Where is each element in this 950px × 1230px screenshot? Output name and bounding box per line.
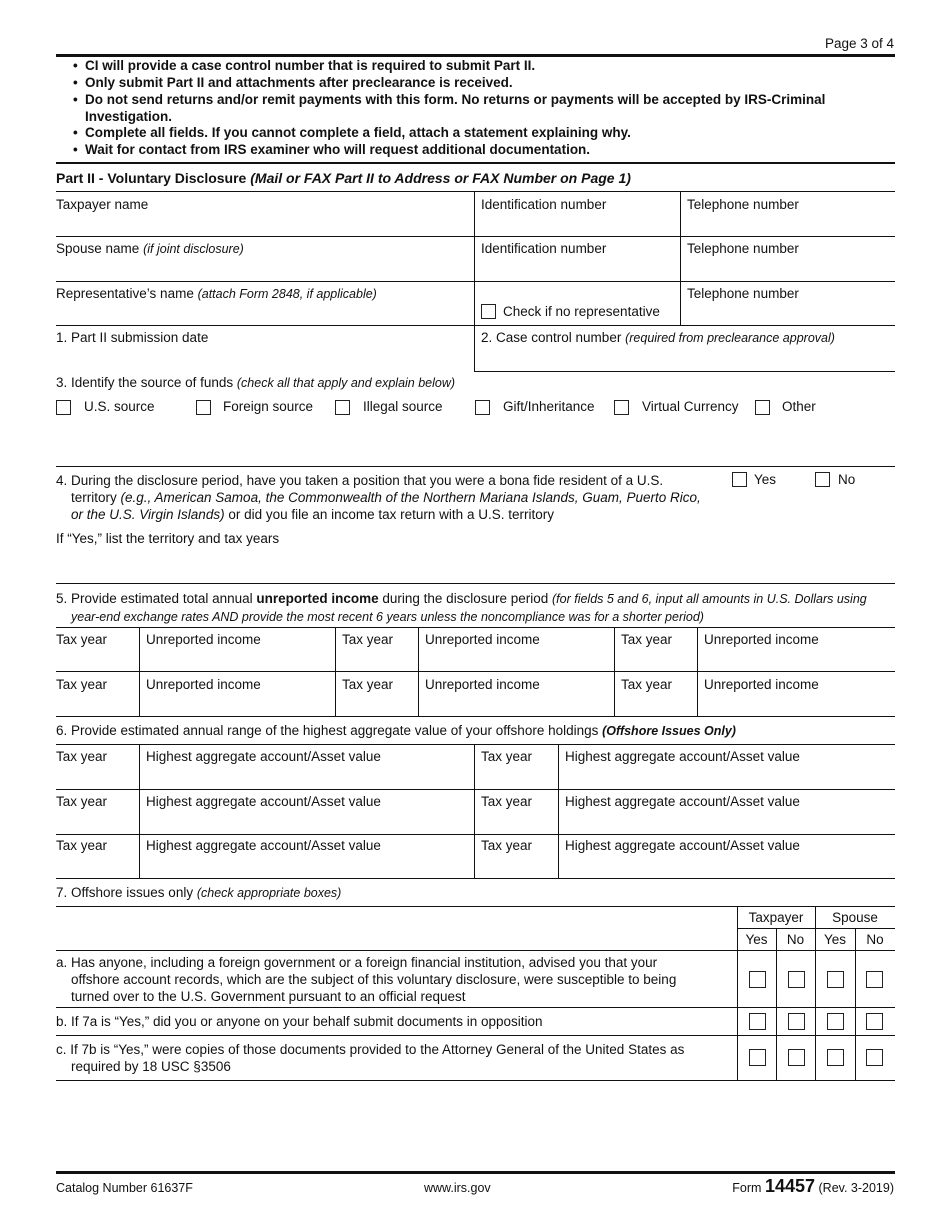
grid-line: [56, 834, 895, 835]
q5-income-field[interactable]: Unreported income: [146, 677, 261, 692]
part2-top-rule: [56, 162, 895, 164]
q5-tax-year-field[interactable]: Tax year: [342, 677, 394, 692]
q7c-spouse-no-checkbox[interactable]: [866, 1049, 883, 1066]
q6-tax-year-field[interactable]: Tax year: [56, 749, 108, 764]
q7c-question: c. If 7b is “Yes,” were copies of those documents provided to the Attorney General of the United States as required by 18 USC §3506: [56, 1042, 685, 1074]
q5-income-field[interactable]: Unreported income: [146, 632, 261, 647]
grid-line: [474, 745, 475, 878]
q6-tax-year-field[interactable]: Tax year: [481, 749, 533, 764]
q6-tax-year-field[interactable]: Tax year: [56, 794, 108, 809]
grid-line: [56, 1035, 895, 1036]
q6-value-field[interactable]: Highest aggregate account/Asset value: [146, 794, 381, 809]
q5-tax-year-field[interactable]: Tax year: [342, 632, 394, 647]
q7a-spouse-no-checkbox[interactable]: [866, 971, 883, 988]
q7c-taxpayer-yes-checkbox[interactable]: [749, 1049, 766, 1066]
q3-label: 3. Identify the source of funds (check all that apply and explain below): [56, 375, 456, 390]
virtual-currency-checkbox[interactable]: [614, 400, 629, 415]
grid-line: [56, 1007, 895, 1008]
taxpayer-id-field[interactable]: Identification number: [481, 197, 607, 212]
grid-line: [56, 1080, 895, 1081]
representative-name-field[interactable]: Representative’s name (attach Form 2848, if applicable): [56, 286, 377, 301]
footer-rule: [56, 1171, 895, 1174]
q6-tax-year-field[interactable]: Tax year: [56, 838, 108, 853]
grid-line: [56, 236, 895, 237]
q6-value-field[interactable]: Highest aggregate account/Asset value: [565, 838, 800, 853]
q6-tax-year-field[interactable]: Tax year: [481, 838, 533, 853]
q7a-taxpayer-no-checkbox[interactable]: [788, 971, 805, 988]
gift-inheritance-label: Gift/Inheritance: [503, 399, 595, 414]
q7c-spouse-yes-checkbox[interactable]: [827, 1049, 844, 1066]
no-representative-checkbox[interactable]: [481, 304, 496, 319]
illegal-source-checkbox[interactable]: [335, 400, 350, 415]
grid-line: [335, 628, 336, 716]
spouse-phone-field[interactable]: Telephone number: [687, 241, 799, 256]
rule: [56, 466, 895, 467]
q7c-taxpayer-no-checkbox[interactable]: [788, 1049, 805, 1066]
grid-line: [56, 281, 895, 282]
spouse-name-field[interactable]: Spouse name (if joint disclosure): [56, 241, 244, 256]
grid-line: [56, 950, 895, 951]
foreign-source-checkbox[interactable]: [196, 400, 211, 415]
q5-income-field[interactable]: Unreported income: [425, 677, 540, 692]
grid-line: [474, 192, 475, 372]
taxpayer-column-header: Taxpayer: [748, 910, 804, 925]
q7-question: 7. Offshore issues only (check appropriate boxes): [56, 885, 342, 900]
q5-tax-year-field[interactable]: Tax year: [56, 677, 108, 692]
grid-line: [737, 928, 895, 929]
other-source-label: Other: [782, 399, 816, 414]
grid-line: [474, 371, 895, 372]
q5-tax-year-field[interactable]: Tax year: [56, 632, 108, 647]
q7a-spouse-yes-checkbox[interactable]: [827, 971, 844, 988]
top-rule: [56, 54, 895, 57]
submission-date-field[interactable]: 1. Part II submission date: [56, 330, 209, 345]
q6-value-field[interactable]: Highest aggregate account/Asset value: [146, 749, 381, 764]
grid-line: [680, 192, 681, 326]
us-source-label: U.S. source: [84, 399, 155, 414]
grid-line: [418, 628, 419, 716]
grid-line: [56, 744, 895, 745]
us-source-checkbox[interactable]: [56, 400, 71, 415]
website: www.irs.gov: [424, 1181, 491, 1195]
q4-question: 4. During the disclosure period, have you taken a position that you were a bona fide resident of a U.S. territory (e.g., American Samoa, the Commonwealth of the Northern Mariana Islands, Guam, Puerto Rico, or the U.S. Virgin Islands) or did you file an income tax return with a U.S. territory: [56, 473, 701, 522]
q5-tax-year-field[interactable]: Tax year: [621, 677, 673, 692]
other-source-checkbox[interactable]: [755, 400, 770, 415]
q5-question: 5. Provide estimated total annual unreported income during the disclosure period (for fields 5 and 6, input all amounts in U.S. Dollars using year-end exchange rates AND provide the most recent 6 years unless the noncompliance was for a shorter period): [56, 591, 867, 624]
q4-yes-checkbox[interactable]: [732, 472, 747, 487]
q7b-taxpayer-no-checkbox[interactable]: [788, 1013, 805, 1030]
taxpayer-yes-header: Yes: [745, 932, 768, 947]
q4-followup-field[interactable]: If “Yes,” list the territory and tax years: [56, 531, 280, 546]
taxpayer-no-header: No: [786, 932, 805, 947]
q5-income-field[interactable]: Unreported income: [425, 632, 540, 647]
grid-line: [56, 627, 895, 628]
form-number: Form 14457 (Rev. 3-2019): [732, 1176, 894, 1196]
spouse-id-field[interactable]: Identification number: [481, 241, 607, 256]
q7b-question: b. If 7a is “Yes,” did you or anyone on your behalf submit documents in opposition: [56, 1014, 543, 1029]
q7a-question: a. Has anyone, including a foreign government or a foreign financial institution, advised you that your offshore account records, which are the subject of this voluntary disclosure, were susceptible to being turned over to the U.S. Government pursuant to an official request: [56, 955, 677, 1004]
q4-no-label: No: [838, 472, 856, 487]
q6-question: 6. Provide estimated annual range of the highest aggregate value of your offshore holdings (Offshore Issues Only): [56, 723, 736, 738]
q5-income-field[interactable]: Unreported income: [704, 677, 819, 692]
grid-line: [56, 906, 895, 907]
q4-no-checkbox[interactable]: [815, 472, 830, 487]
q6-value-field[interactable]: Highest aggregate account/Asset value: [565, 794, 800, 809]
illegal-source-label: Illegal source: [363, 399, 443, 414]
q6-value-field[interactable]: Highest aggregate account/Asset value: [565, 749, 800, 764]
taxpayer-name-field[interactable]: Taxpayer name: [56, 197, 149, 212]
grid-line: [139, 628, 140, 716]
grid-line: [855, 929, 856, 1080]
grid-line: [56, 671, 895, 672]
taxpayer-phone-field[interactable]: Telephone number: [687, 197, 799, 212]
grid-line: [56, 878, 895, 879]
q5-tax-year-field[interactable]: Tax year: [621, 632, 673, 647]
q4-yes-label: Yes: [754, 472, 777, 487]
grid-line: [56, 789, 895, 790]
grid-line: [697, 628, 698, 716]
q7b-taxpayer-yes-checkbox[interactable]: [749, 1013, 766, 1030]
grid-line: [614, 628, 615, 716]
q7b-spouse-no-checkbox[interactable]: [866, 1013, 883, 1030]
spouse-yes-header: Yes: [823, 932, 847, 947]
q6-tax-year-field[interactable]: Tax year: [481, 794, 533, 809]
grid-line: [56, 716, 895, 717]
grid-line: [139, 745, 140, 878]
part2-title: Part II - Voluntary Disclosure (Mail or FAX Part II to Address or FAX Number on Page 1): [56, 170, 631, 186]
virtual-currency-label: Virtual Currency: [642, 399, 739, 414]
rule: [56, 583, 895, 584]
representative-phone-field[interactable]: Telephone number: [687, 286, 799, 301]
q7a-taxpayer-yes-checkbox[interactable]: [749, 971, 766, 988]
grid-line: [558, 745, 559, 878]
page-number: Page 3 of 4: [824, 36, 894, 51]
gift-inheritance-checkbox[interactable]: [475, 400, 490, 415]
grid-line: [56, 325, 895, 326]
spouse-column-header: Spouse: [832, 910, 878, 925]
grid-line: [776, 929, 777, 1080]
q6-value-field[interactable]: Highest aggregate account/Asset value: [146, 838, 381, 853]
no-representative-label: Check if no representative: [503, 304, 660, 319]
catalog-number: Catalog Number 61637F: [56, 1181, 193, 1195]
q7b-spouse-yes-checkbox[interactable]: [827, 1013, 844, 1030]
rule: [56, 191, 895, 192]
case-control-field[interactable]: 2. Case control number (required from preclearance approval): [481, 330, 835, 345]
foreign-source-label: Foreign source: [223, 399, 314, 414]
spouse-no-header: No: [866, 932, 884, 947]
q5-income-field[interactable]: Unreported income: [704, 632, 819, 647]
